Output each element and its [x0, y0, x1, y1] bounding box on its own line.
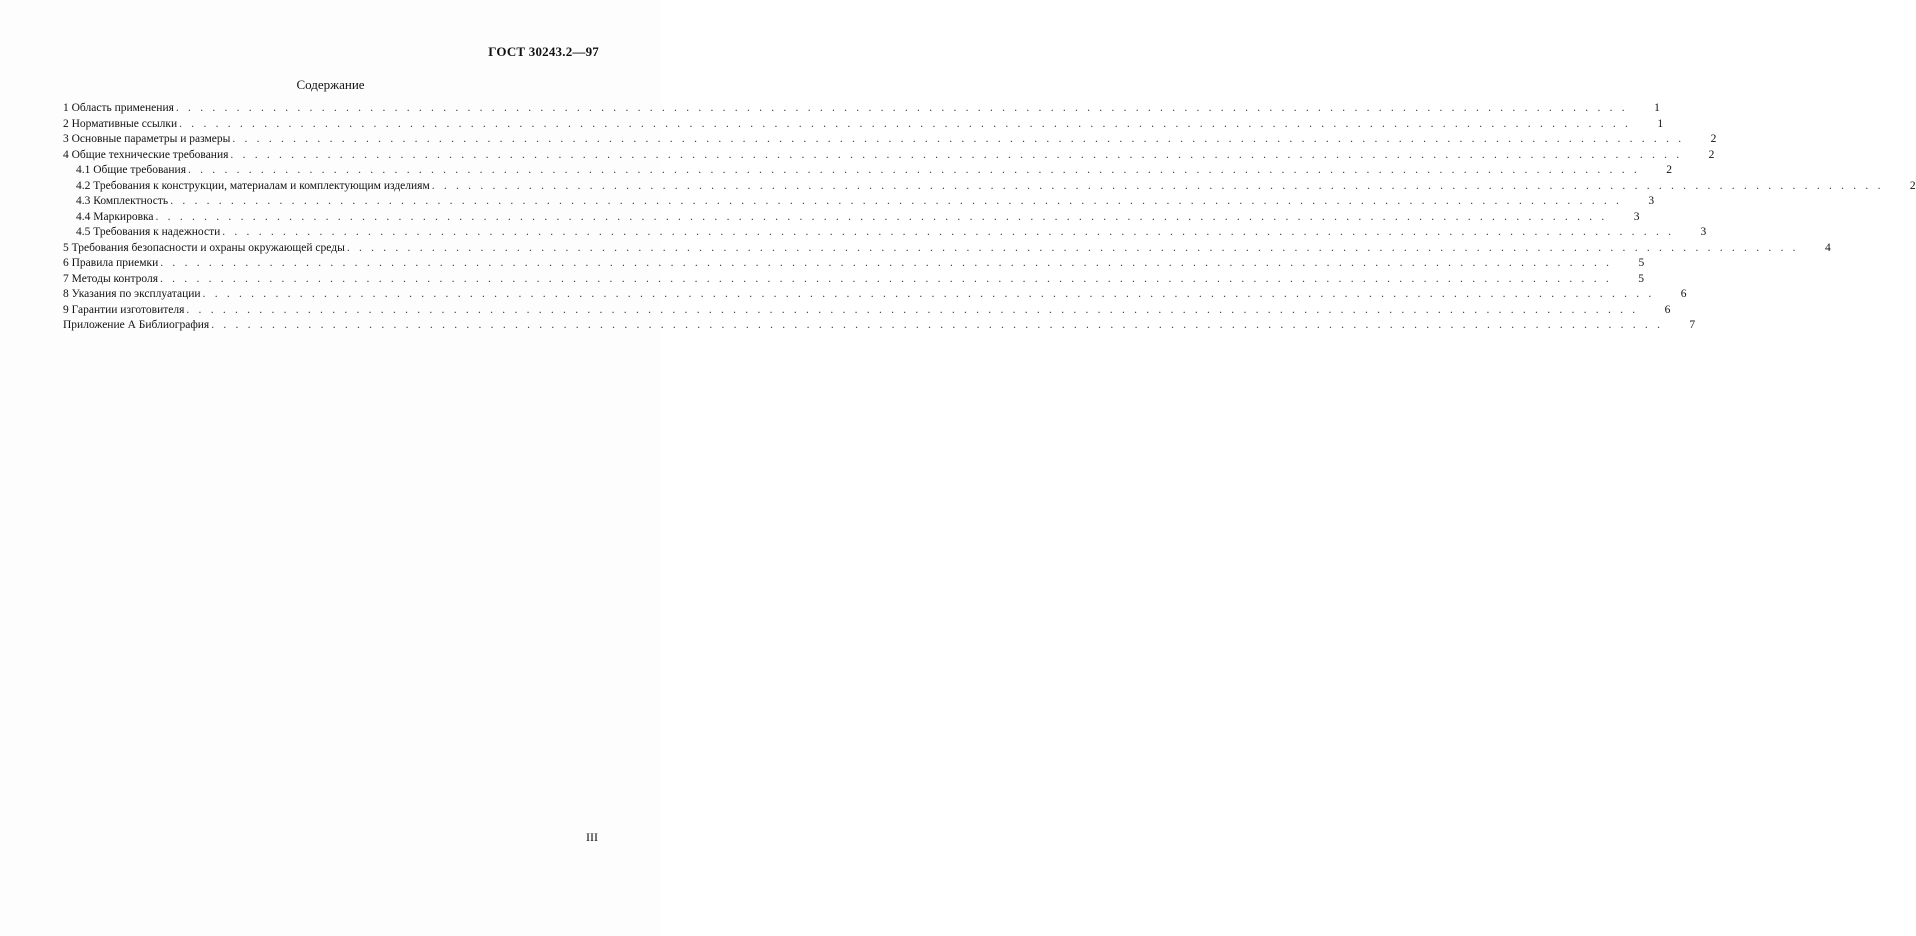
toc-entry[interactable] [63, 272, 1644, 288]
toc-entry-page: 5 [1638, 257, 1645, 269]
toc-entry[interactable] [63, 194, 1655, 210]
toc-entry-title: 4.2 Требования к конструкции, материалам и комплектующим изделиям [76, 179, 430, 192]
toc-entry-title: 4.3 Комплектность [76, 195, 169, 207]
toc-entry-page: 4 [1825, 241, 1831, 254]
toc-entry-page: 1 [1657, 117, 1664, 130]
toc-entry[interactable] [63, 132, 1717, 148]
toc-entry-page: 2 [1710, 133, 1717, 145]
toc-entry[interactable] [63, 179, 1916, 195]
toc-entry-title: Приложение А Библиография [63, 319, 210, 331]
toc-entry[interactable] [63, 101, 1660, 117]
toc-dot-leader: . . . . . . . . . . . . . . . . . . . . . . . . . . . . . . . . . . . . . . . . . . . . . . . . . . . . . . . . . . . . . . . . . . . . . . . . . . . . . . . . . . . . . . . . . . . . . . . . . . . . . . . . . . . . . . . . . . . . . . . . [160, 257, 1613, 269]
toc-dot-leader: . . . . . . . . . . . . . . . . . . . . . . . . . . . . . . . . . . . . . . . . . . . . . . . . . . . . . . . . . . . . . . . . . . . . . . . . . . . . . . . . . . . . . . . . . . . . . . . . . . . . . . . . . . . . . . . . . . . . . . . . [188, 164, 1640, 176]
toc-title: Содержание [296, 77, 365, 92]
toc-entry-page: 2 [1708, 148, 1715, 161]
toc-dot-leader: . . . . . . . . . . . . . . . . . . . . . . . . . . . . . . . . . . . . . . . . . . . . . . . . . . . . . . . . . . . . . . . . . . . . . . . . . . . . . . . . . . . . . . . . . . . . . . . . . . . . . . . . . . . . . . . . . . . . . . . . [155, 210, 1608, 223]
toc-entry-page: 1 [1654, 102, 1660, 114]
toc-entry[interactable] [63, 117, 1664, 133]
toc-entry-page: 3 [1648, 195, 1655, 207]
toc-dot-leader: . . . . . . . . . . . . . . . . . . . . . . . . . . . . . . . . . . . . . . . . . . . . . . . . . . . . . . . . . . . . . . . . . . . . . . . . . . . . . . . . . . . . . . . . . . . . . . . . . . . . . . . . . . . . . . . . . . . . . . . . [202, 288, 1655, 300]
toc-entry[interactable] [63, 210, 1640, 226]
toc-dot-leader: . . . . . . . . . . . . . . . . . . . . . . . . . . . . . . . . . . . . . . . . . . . . . . . . . . . . . . . . . . . . . . . . . . . . . . . . . . . . . . . . . . . . . . . . . . . . . . . . . . . . . . . . . . . . . . . . . . . . . . . . [232, 133, 1685, 145]
table-of-contents [63, 101, 1916, 334]
toc-dot-leader: . . . . . . . . . . . . . . . . . . . . . . . . . . . . . . . . . . . . . . . . . . . . . . . . . . . . . . . . . . . . . . . . . . . . . . . . . . . . . . . . . . . . . . . . . . . . . . . . . . . . . . . . . . . . . . . . . . . . . . . . [230, 148, 1683, 161]
toc-dot-leader: . . . . . . . . . . . . . . . . . . . . . . . . . . . . . . . . . . . . . . . . . . . . . . . . . . . . . . . . . . . . . . . . . . . . . . . . . . . . . . . . . . . . . . . . . . . . . . . . . . . . . . . . . . . . . . . . . . . . . . . . [175, 102, 1628, 114]
toc-entry[interactable] [63, 303, 1671, 319]
toc-entry-page: 2 [1666, 164, 1672, 176]
toc-entry-title: 1 Область применения [63, 102, 174, 114]
toc-entry-title: 3 Основные параметры и размеры [63, 133, 231, 145]
toc-entry-title: 2 Нормативные ссылки [63, 117, 178, 130]
toc-entry-title: 8 Указания по эксплуатации [63, 288, 201, 300]
toc-entry-title: 9 Гарантии изготовителя [63, 303, 185, 316]
toc-entry-page: 6 [1664, 303, 1671, 316]
toc-dot-leader: . . . . . . . . . . . . . . . . . . . . . . . . . . . . . . . . . . . . . . . . . . . . . . . . . . . . . . . . . . . . . . . . . . . . . . . . . . . . . . . . . . . . . . . . . . . . . . . . . . . . . . . . . . . . . . . . . . . . . . . . [431, 179, 1884, 192]
toc-entry[interactable] [63, 241, 1831, 257]
toc-entry-page: 6 [1680, 288, 1687, 300]
toc-entry-page: 5 [1638, 272, 1644, 285]
toc-entry-title: 4 Общие технические требования [63, 148, 229, 161]
toc-entry-title: 4.1 Общие требования [76, 164, 186, 176]
toc-entry-page: 3 [1633, 210, 1640, 223]
toc-dot-leader: . . . . . . . . . . . . . . . . . . . . . . . . . . . . . . . . . . . . . . . . . . . . . . . . . . . . . . . . . . . . . . . . . . . . . . . . . . . . . . . . . . . . . . . . . . . . . . . . . . . . . . . . . . . . . . . . . . . . . . . . [179, 117, 1632, 130]
toc-entry[interactable] [63, 318, 1696, 334]
toc-entry[interactable] [63, 163, 1672, 179]
toc-entry[interactable] [63, 287, 1687, 303]
toc-entry[interactable] [63, 225, 1707, 241]
toc-entry[interactable] [63, 256, 1645, 272]
page-number: III [586, 830, 598, 844]
toc-entry-page: 7 [1689, 319, 1696, 331]
toc-dot-leader: . . . . . . . . . . . . . . . . . . . . . . . . . . . . . . . . . . . . . . . . . . . . . . . . . . . . . . . . . . . . . . . . . . . . . . . . . . . . . . . . . . . . . . . . . . . . . . . . . . . . . . . . . . . . . . . . . . . . . . . . [211, 319, 1664, 331]
toc-entry-title: 6 Правила приемки [63, 257, 159, 269]
toc-entry-title: 7 Методы контроля [63, 272, 158, 285]
toc-dot-leader: . . . . . . . . . . . . . . . . . . . . . . . . . . . . . . . . . . . . . . . . . . . . . . . . . . . . . . . . . . . . . . . . . . . . . . . . . . . . . . . . . . . . . . . . . . . . . . . . . . . . . . . . . . . . . . . . . . . . . . . . [346, 241, 1799, 254]
toc-dot-leader: . . . . . . . . . . . . . . . . . . . . . . . . . . . . . . . . . . . . . . . . . . . . . . . . . . . . . . . . . . . . . . . . . . . . . . . . . . . . . . . . . . . . . . . . . . . . . . . . . . . . . . . . . . . . . . . . . . . . . . . . [160, 272, 1612, 285]
toc-dot-leader: . . . . . . . . . . . . . . . . . . . . . . . . . . . . . . . . . . . . . . . . . . . . . . . . . . . . . . . . . . . . . . . . . . . . . . . . . . . . . . . . . . . . . . . . . . . . . . . . . . . . . . . . . . . . . . . . . . . . . . . . [222, 226, 1675, 238]
toc-entry[interactable] [63, 148, 1715, 164]
document-code: ГОСТ 30243.2—97 [488, 44, 599, 59]
toc-entry-title: 5 Требования безопасности и охраны окружающей среды [63, 241, 345, 254]
toc-entry-page: 3 [1700, 226, 1707, 238]
toc-dot-leader: . . . . . . . . . . . . . . . . . . . . . . . . . . . . . . . . . . . . . . . . . . . . . . . . . . . . . . . . . . . . . . . . . . . . . . . . . . . . . . . . . . . . . . . . . . . . . . . . . . . . . . . . . . . . . . . . . . . . . . . . [186, 303, 1639, 316]
toc-dot-leader: . . . . . . . . . . . . . . . . . . . . . . . . . . . . . . . . . . . . . . . . . . . . . . . . . . . . . . . . . . . . . . . . . . . . . . . . . . . . . . . . . . . . . . . . . . . . . . . . . . . . . . . . . . . . . . . . . . . . . . . . [170, 195, 1623, 207]
toc-entry-title: 4.4 Маркировка [76, 210, 154, 223]
toc-entry-page: 2 [1909, 179, 1916, 192]
toc-entry-title: 4.5 Требования к надежности [76, 226, 221, 238]
